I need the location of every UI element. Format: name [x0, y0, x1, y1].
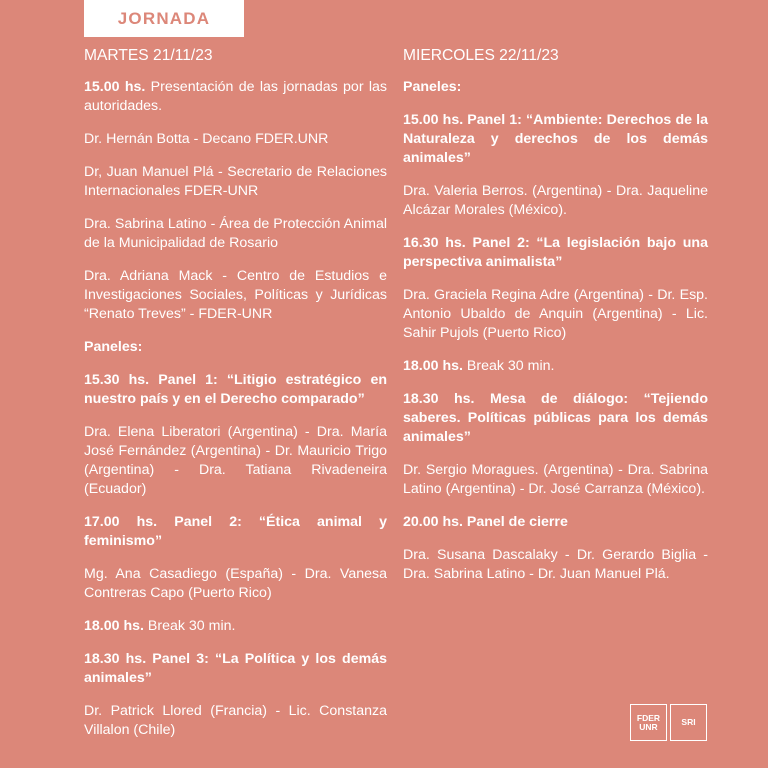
opening-time: 15.00 hs.: [84, 79, 146, 95]
panel-2-title: 17.00 hs. Panel 2: “Ética animal y feminismo”: [84, 514, 387, 549]
sri-logo: SRI: [670, 704, 707, 741]
panel-2-people: Mg. Ana Casadiego (España) - Dra. Vanesa Contreras Capo (Puerto Rico): [84, 566, 387, 601]
break-text: Break 30 min.: [462, 358, 555, 374]
panels-heading: Paneles:: [84, 339, 143, 355]
fder-unr-logo: FDER UNR: [630, 704, 667, 741]
jornada-label: JORNADA: [117, 8, 211, 28]
break-time: 18.00 hs.: [84, 618, 144, 634]
panel-1-title: 15.00 hs. Panel 1: “Ambiente: Derechos de la Naturaleza y derechos de los demás animales”: [403, 112, 708, 166]
panel-3-people: Dr. Patrick Llored (Francia) - Lic. Constanza Villalon (Chile): [84, 703, 387, 738]
speaker-item: Dra. Sabrina Latino - Área de Protección Animal de la Municipalidad de Rosario: [84, 216, 387, 251]
panels-heading: Paneles:: [403, 79, 462, 95]
panel-1-people: Dra. Elena Liberatori (Argentina) - Dra. María José Fernández (Argentina) - Dr. Mauricio Trigo (Argentina) - Dra. Tatiana Rivadeneira (Ecuador): [84, 424, 387, 497]
break-time: 18.00 hs.: [403, 358, 463, 374]
day-one-column: [84, 46, 387, 754]
panel-1-title: 15.30 hs. Panel 1: “Litigio estratégico en nuestro país y en el Derecho comparado”: [84, 372, 387, 407]
logos: [630, 704, 707, 741]
closing-title: 20.00 hs. Panel de cierre: [403, 514, 568, 530]
mesa-people: Dr. Sergio Moragues. (Argentina) - Dra. Sabrina Latino (Argentina) - Dr. José Carranza (México).: [403, 462, 708, 497]
opening-text: Presentación de las jornadas por las autoridades.: [84, 79, 387, 114]
jornada-tag: [84, 0, 244, 37]
opening-item: [84, 78, 387, 116]
break-item: [403, 357, 708, 376]
closing-people: Dra. Susana Dascalaky - Dr. Gerardo Biglia - Dra. Sabrina Latino - Dr. Juan Manuel Plá.: [403, 547, 708, 582]
panel-3-title: 18.30 hs. Panel 3: “La Política y los demás animales”: [84, 651, 387, 686]
panel-2-title: 16.30 hs. Panel 2: “La legislación bajo una perspectiva animalista”: [403, 235, 708, 270]
speaker-item: Dr. Hernán Botta - Decano FDER.UNR: [84, 131, 329, 147]
panel-2-people: Dra. Graciela Regina Adre (Argentina) - Dr. Esp. Antonio Ubaldo de Anquin (Argentina) - Lic. Sahir Pujols (Puerto Rico): [403, 287, 708, 341]
day-two-column: [403, 46, 708, 598]
panel-1-people: Dra. Valeria Berros. (Argentina) - Dra. Jaqueline Alcázar Morales (México).: [403, 183, 708, 218]
day-one-date: MARTES 21/11/23: [84, 47, 213, 64]
speaker-item: Dra. Adriana Mack - Centro de Estudios e Investigaciones Sociales, Políticas y Jurídicas “Renato Treves” - FDER-UNR: [84, 268, 387, 322]
break-item: [84, 617, 387, 636]
break-text: Break 30 min.: [143, 618, 236, 634]
mesa-title: 18.30 hs. Mesa de diálogo: “Tejiendo saberes. Políticas públicas para los demás animales”: [403, 391, 708, 445]
day-two-date: MIERCOLES 22/11/23: [403, 47, 559, 64]
speaker-item: Dr, Juan Manuel Plá - Secretario de Relaciones Internacionales FDER-UNR: [84, 164, 387, 199]
